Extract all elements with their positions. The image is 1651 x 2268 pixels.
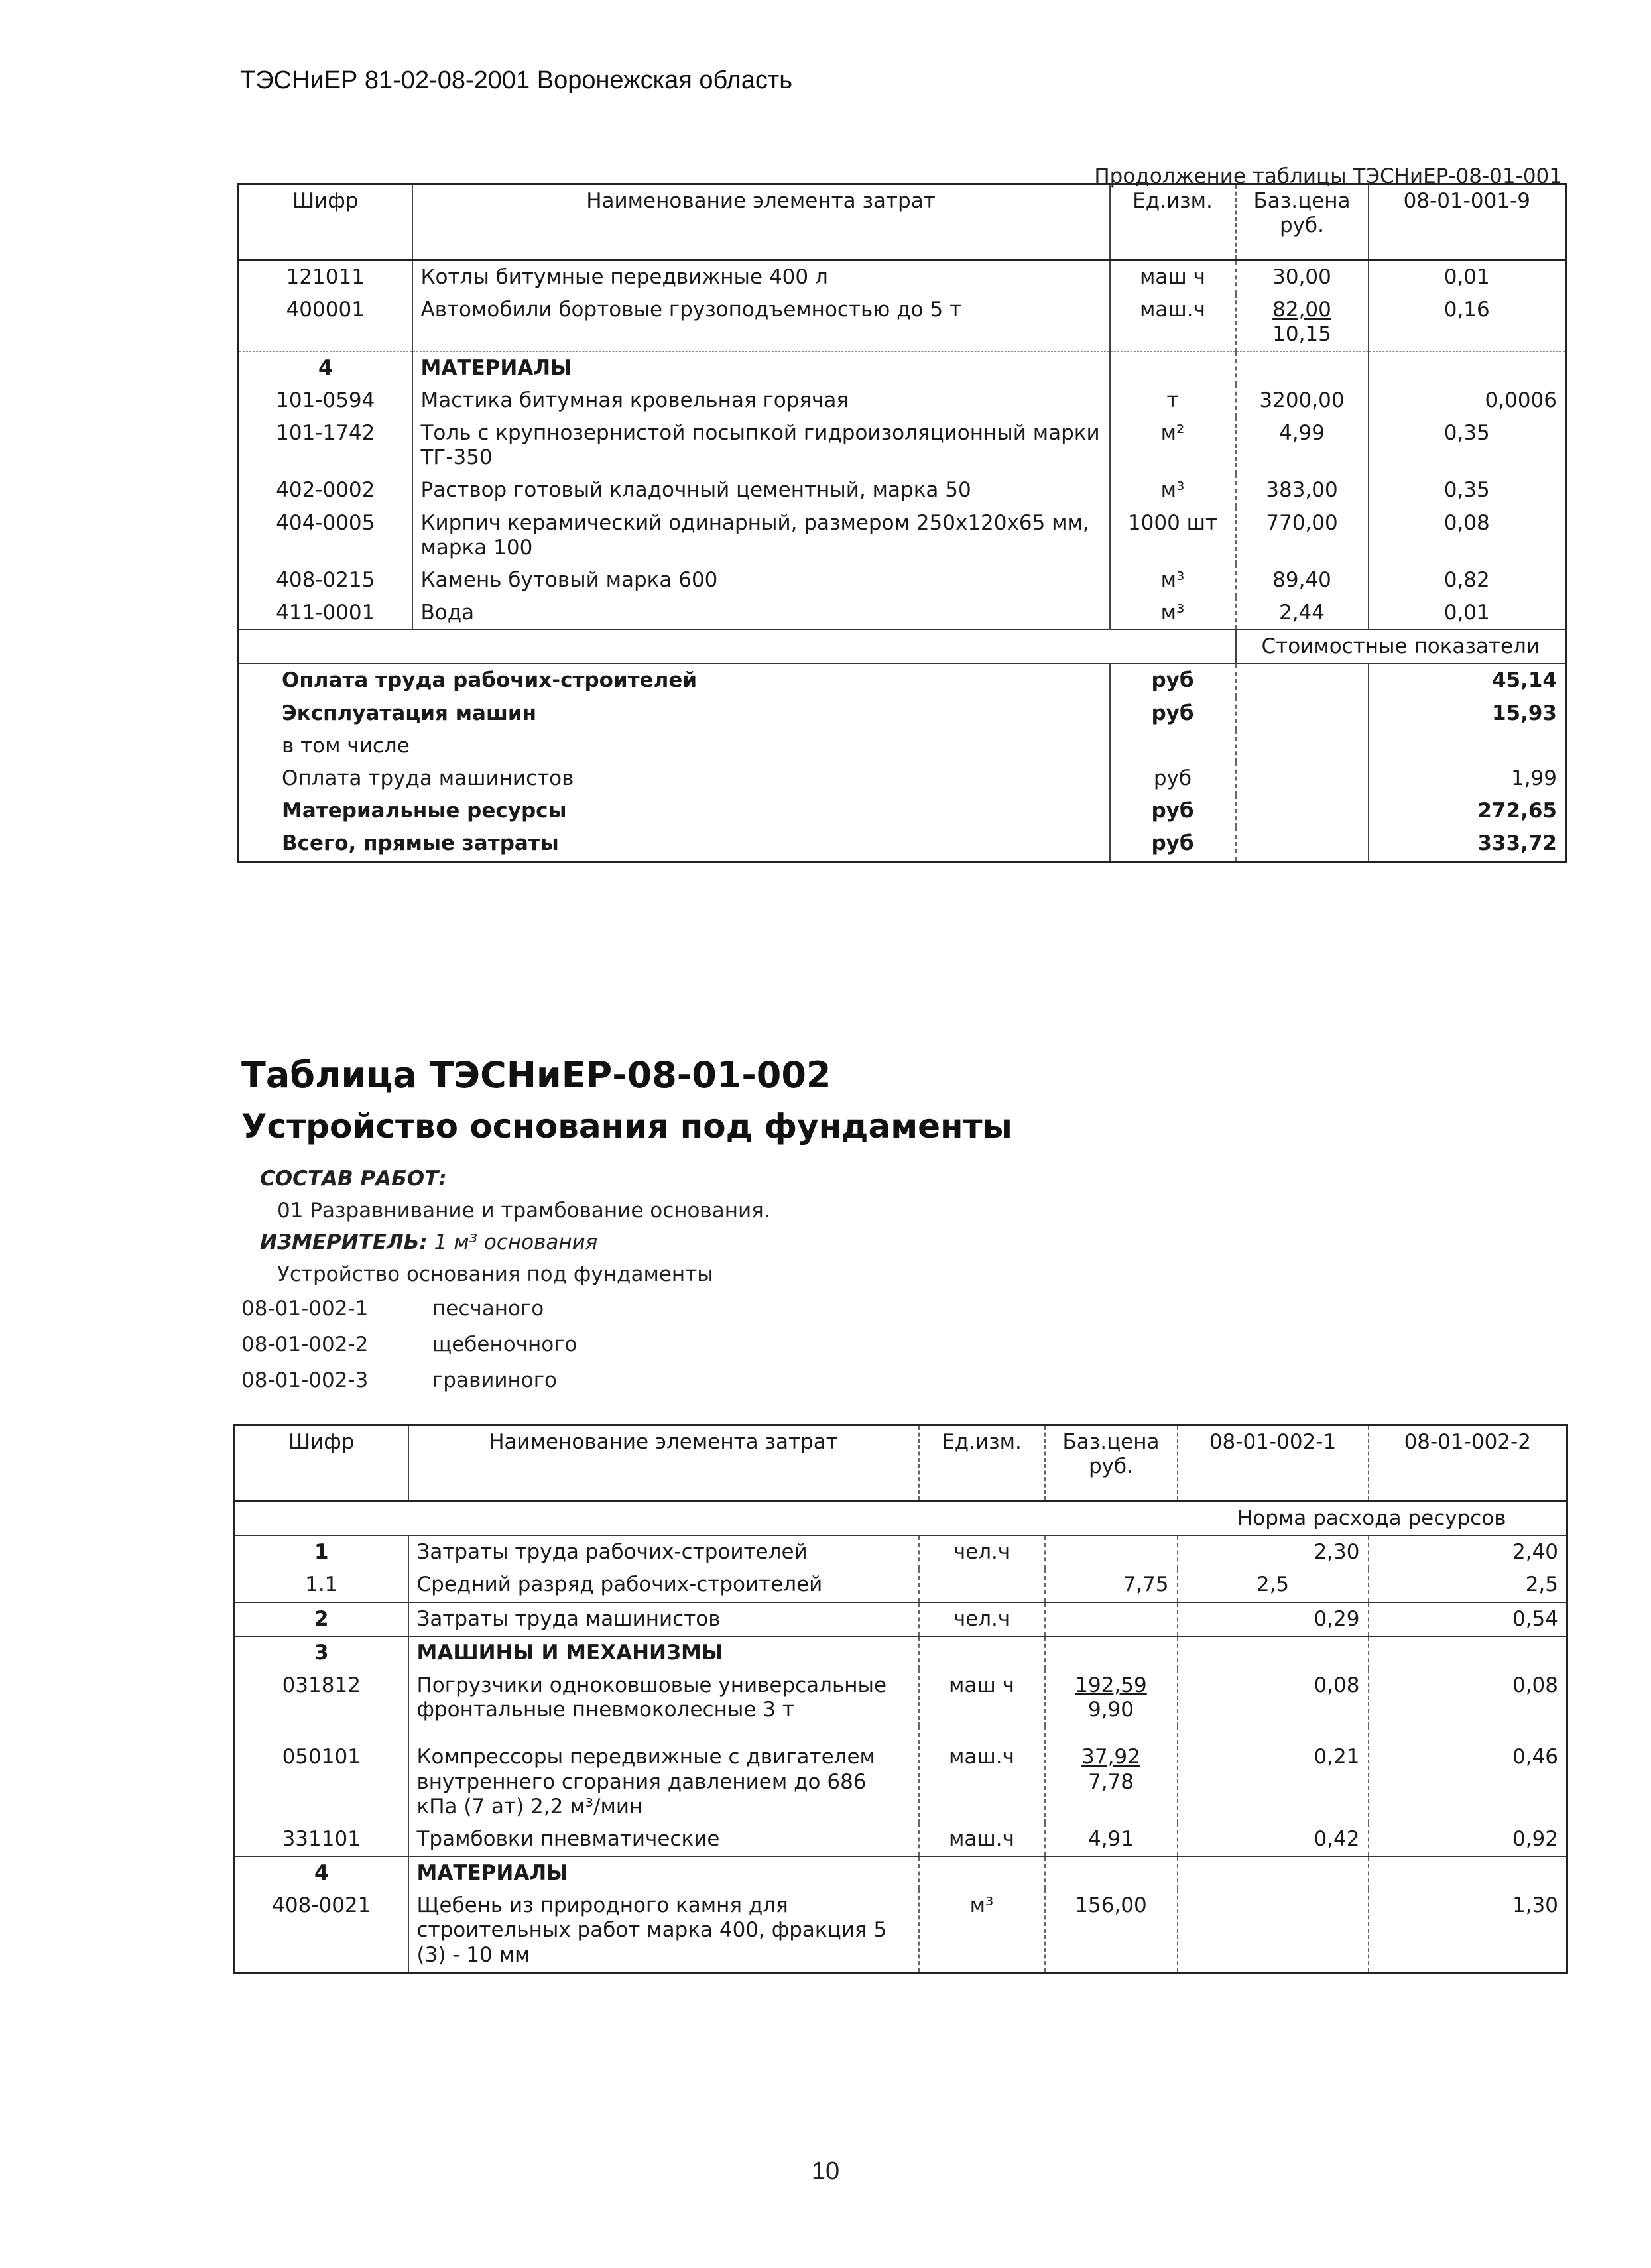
cost-label: Оплата труда рабочих-строителей [239, 664, 1110, 697]
row-code: 1 [235, 1535, 408, 1569]
col-header-unit: Ед.изм. [919, 1425, 1045, 1502]
col-header-norm-2: 08-01-002-2 [1369, 1425, 1567, 1502]
table-header-row [235, 1425, 1567, 1502]
page-number: 10 [811, 2157, 840, 2185]
price-main: 37,92 [1081, 1745, 1140, 1769]
price-wage: 9,90 [1087, 1698, 1134, 1722]
row-price: 30,00 [1236, 261, 1369, 294]
row-unit: чел.ч [919, 1602, 1045, 1636]
row-name: Автомобили бортовые грузоподъемностью до 5 т [412, 294, 1110, 351]
table-08-01-002 [233, 1424, 1568, 1974]
row-value-1: 0,29 [1178, 1602, 1369, 1636]
row-name: Кирпич керамический одинарный, размером 250х120х65 мм, марка 100 [412, 507, 1110, 564]
work-composition-label: СОСТАВ РАБОТ: [260, 1167, 447, 1191]
col-header-price: Баз.цена руб. [1236, 184, 1369, 261]
row-price: 383,00 [1236, 474, 1369, 507]
row-unit: маш ч [1110, 261, 1236, 294]
table-row [239, 597, 1566, 630]
measure-value: 1 м³ основания [434, 1230, 598, 1254]
row-name: Мастика битумная кровельная горячая [412, 385, 1110, 417]
table-row [239, 564, 1566, 597]
norm-header: Норма расхода ресурсов [1178, 1502, 1567, 1536]
row-code: 031812 [282, 1673, 361, 1697]
variant-name: гравииного [432, 1368, 558, 1392]
row-unit: чел.ч [919, 1535, 1045, 1569]
row-value: 0,08 [1369, 507, 1566, 564]
row-name: Средний разряд рабочих-строителей [408, 1569, 919, 1602]
row-price: 4,99 [1236, 417, 1369, 474]
row-code: 400001 [286, 298, 365, 322]
row-unit: 1000 шт [1110, 507, 1236, 564]
row-name: Затраты труда рабочих-строителей [408, 1535, 919, 1569]
row-code: 404-0005 [276, 510, 375, 535]
row-code: 402-0002 [276, 478, 375, 503]
row-value-1: 0,08 [1178, 1669, 1369, 1726]
section-row [235, 1856, 1567, 1889]
col-header-code: Шифр [292, 189, 359, 213]
row-price: 4,91 [1045, 1823, 1178, 1856]
cost-row [239, 697, 1566, 730]
row-unit: м³ [1110, 474, 1236, 507]
col-header-code: Шифр [288, 1430, 355, 1454]
row-name: Затраты труда машинистов [408, 1602, 919, 1636]
norm-header-row [235, 1502, 1567, 1536]
row-name: Раствор готовый кладочный цементный, марка 50 [412, 474, 1110, 507]
row-name: Трамбовки пневматические [408, 1823, 919, 1856]
section-row [235, 1636, 1567, 1669]
row-name: Вода [412, 597, 1110, 630]
row-price: 89,40 [1236, 564, 1369, 597]
row-name: Щебень из природного камня для строительных работ марка 400, фракция 5 (3) - 10 мм [408, 1889, 919, 1972]
section-name: МАШИНЫ И МЕХАНИЗМЫ [408, 1636, 919, 1669]
row-unit: м² [1110, 417, 1236, 474]
row-code: 408-0021 [272, 1893, 371, 1918]
row-value: 0,35 [1369, 474, 1566, 507]
cost-row [239, 664, 1566, 697]
row-name: Камень бутовый марка 600 [412, 564, 1110, 597]
table-row [235, 1669, 1567, 1726]
row-price [1045, 1669, 1178, 1726]
row-unit: т [1110, 385, 1236, 417]
row-code: 1.1 [305, 1573, 338, 1597]
row-unit: м³ [1110, 597, 1236, 630]
cost-unit: руб [1110, 795, 1236, 827]
row-unit: маш ч [919, 1669, 1045, 1726]
row-value: 0,16 [1369, 294, 1566, 351]
row-price: 3200,00 [1236, 385, 1369, 417]
row-code: 101-0594 [276, 388, 375, 412]
row-code: 2 [235, 1602, 408, 1636]
row-code: 101-1742 [276, 420, 375, 445]
cost-value: 15,93 [1369, 697, 1566, 730]
cost-label: Оплата труда машинистов [282, 766, 574, 790]
row-price [1045, 1535, 1178, 1569]
row-price [1045, 1602, 1178, 1636]
cost-value: 1,99 [1369, 762, 1566, 795]
col-header-norm-1: 08-01-002-1 [1178, 1425, 1369, 1502]
variant-code: 08-01-002-1 [241, 1297, 369, 1321]
variant-code: 08-01-002-2 [241, 1333, 369, 1356]
cost-row [239, 762, 1566, 795]
variant-code: 08-01-002-3 [241, 1368, 369, 1392]
row-name: Толь с крупнозернистой посыпкой гидроизоляционный марки ТГ-350 [412, 417, 1110, 474]
variant-name: песчаного [432, 1297, 544, 1321]
cost-label: Эксплуатация машин [282, 701, 537, 725]
measure-label: ИЗМЕРИТЕЛЬ: [260, 1230, 428, 1254]
section-row [239, 351, 1566, 385]
row-code: 050101 [282, 1745, 361, 1769]
table-row [235, 1602, 1567, 1636]
table-row [235, 1569, 1567, 1602]
cost-unit: руб [1110, 664, 1236, 697]
row-code: 331101 [282, 1826, 361, 1851]
row-value-2: 1,30 [1369, 1889, 1567, 1972]
row-unit: м³ [919, 1889, 1045, 1972]
col-header-norm: 08-01-001-9 [1369, 184, 1566, 261]
cost-row [239, 827, 1566, 861]
table-title: Таблица ТЭСНиЕР-08-01-002 [241, 1054, 831, 1096]
cost-unit: руб [1110, 697, 1236, 730]
cost-unit: руб [1110, 762, 1236, 795]
row-unit: маш.ч [919, 1726, 1045, 1823]
row-code: 121011 [239, 261, 412, 294]
price-main: 192,59 [1075, 1673, 1147, 1697]
cost-label: в том числе [282, 733, 410, 758]
row-value: 0,82 [1369, 564, 1566, 597]
cost-value: 272,65 [1369, 795, 1566, 827]
row-value-2: 2,5 [1369, 1569, 1567, 1602]
section-code: 4 [235, 1856, 408, 1889]
work-item: 01 Разравнивание и трамбование основания. [277, 1199, 770, 1223]
page-header: ТЭСНиЕР 81-02-08-2001 Воронежская область [240, 66, 793, 94]
cost-unit: руб [1110, 827, 1236, 861]
col-header-price: Баз.цена руб. [1045, 1425, 1178, 1502]
row-value-1: 2,30 [1178, 1535, 1369, 1569]
row-value: 0,0006 [1369, 385, 1566, 417]
section-name: МАТЕРИАЛЫ [412, 351, 1110, 385]
cost-value [1369, 730, 1566, 762]
row-value-1 [1178, 1889, 1369, 1972]
row-name: Погрузчики одноковшовые универсальные фронтальные пневмоколесные 3 т [408, 1669, 919, 1726]
table-row [235, 1823, 1567, 1856]
row-code: 411-0001 [276, 601, 375, 625]
table-header-row [239, 184, 1566, 261]
row-price: 156,00 [1045, 1889, 1178, 1972]
cost-header-row [239, 630, 1566, 664]
price-wage: 7,78 [1087, 1769, 1134, 1794]
row-price [1045, 1726, 1178, 1823]
row-name: Компрессоры передвижные с двигателем внутреннего сгорания давлением до 686 кПа (7 ат) 2,2 м³/мин [408, 1726, 919, 1823]
row-price [1236, 294, 1369, 351]
row-value: 0,01 [1369, 261, 1566, 294]
row-value-1: 0,21 [1178, 1726, 1369, 1823]
table-row [239, 385, 1566, 417]
row-value-2: 0,92 [1369, 1823, 1567, 1856]
cost-value: 333,72 [1369, 827, 1566, 861]
variant-name: щебеночного [432, 1333, 578, 1356]
table-row [235, 1889, 1567, 1972]
table-row [239, 294, 1566, 351]
cost-unit [1110, 730, 1236, 762]
cost-row [239, 730, 1566, 762]
row-unit [919, 1569, 1045, 1602]
row-name: Котлы битумные передвижные 400 л [412, 261, 1110, 294]
col-header-unit: Ед.изм. [1110, 184, 1236, 261]
price-main: 82,00 [1272, 298, 1331, 322]
work-description: Устройство основания под фундаменты [277, 1262, 713, 1286]
row-price: 7,75 [1045, 1569, 1178, 1602]
row-value-2: 0,54 [1369, 1602, 1567, 1636]
table-row [235, 1535, 1567, 1569]
row-value: 0,35 [1369, 417, 1566, 474]
cost-value: 45,14 [1369, 664, 1566, 697]
cost-header: Стоимостные показатели [1236, 630, 1566, 664]
continuation-caption: Продолжение таблицы ТЭСНиЕР-08-01-001 [1094, 164, 1562, 188]
row-price: 2,44 [1236, 597, 1369, 630]
row-value-2: 2,40 [1369, 1535, 1567, 1569]
section-code: 4 [239, 351, 412, 385]
row-value: 0,01 [1369, 597, 1566, 630]
cost-label: Материальные ресурсы [282, 799, 567, 823]
table-row [235, 1726, 1567, 1823]
cost-row [239, 795, 1566, 827]
col-header-name: Наименование элемента затрат [412, 184, 1110, 261]
table-row [239, 507, 1566, 564]
row-value-1: 0,42 [1178, 1823, 1369, 1856]
section-name: МАТЕРИАЛЫ [408, 1856, 919, 1889]
row-unit: маш.ч [919, 1823, 1045, 1856]
cost-label: Всего, прямые затраты [282, 831, 559, 856]
row-unit: м³ [1110, 564, 1236, 597]
row-price: 770,00 [1236, 507, 1369, 564]
row-code: 408-0215 [276, 567, 375, 592]
table-subtitle: Устройство основания под фундаменты [241, 1107, 1012, 1146]
col-header-name: Наименование элемента затрат [408, 1425, 919, 1502]
row-value-2: 0,08 [1369, 1669, 1567, 1726]
table-row [239, 417, 1566, 474]
table-continuation-08-01-001 [237, 183, 1567, 863]
price-wage: 10,15 [1272, 322, 1331, 347]
table-row [239, 474, 1566, 507]
measure-line [260, 1230, 597, 1254]
row-value-1: 2,5 [1178, 1569, 1369, 1602]
row-value-2: 0,46 [1369, 1726, 1567, 1823]
section-code: 3 [235, 1636, 408, 1669]
row-unit: маш.ч [1110, 294, 1236, 351]
table-row [239, 261, 1566, 294]
